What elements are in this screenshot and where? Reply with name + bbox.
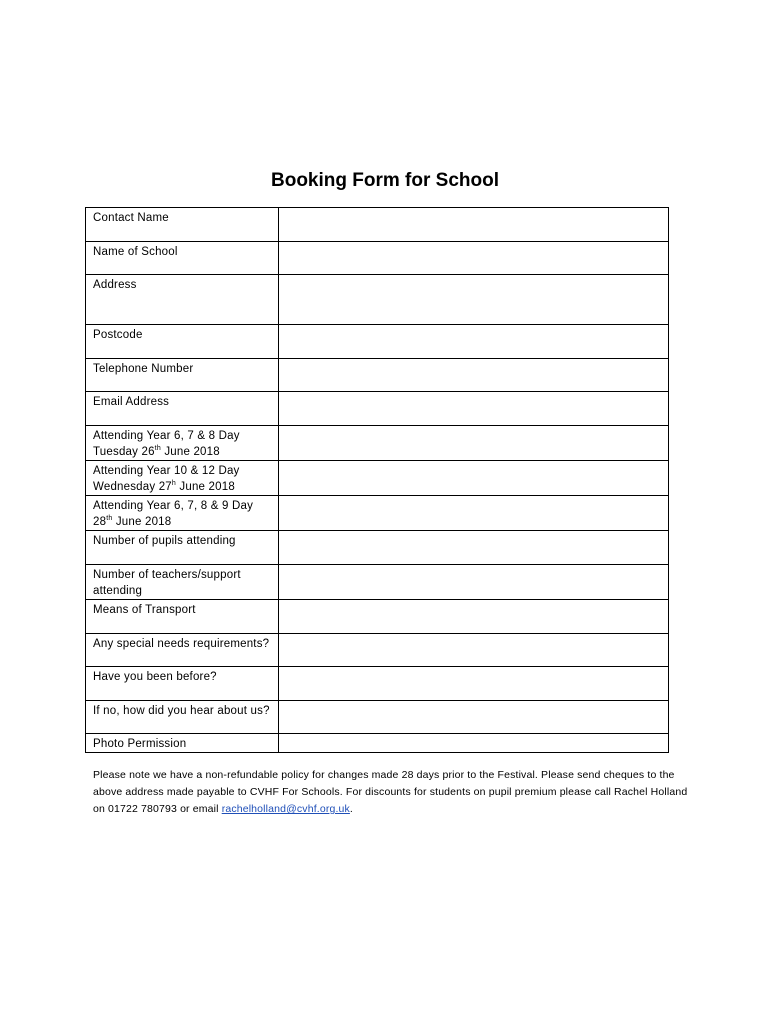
telephone-field[interactable] [279, 359, 669, 392]
transport-input[interactable] [286, 604, 661, 616]
table-row [86, 242, 669, 275]
hear-about-input[interactable] [286, 705, 661, 717]
school-name-input[interactable] [286, 246, 661, 258]
year-10-12-day-input[interactable] [286, 465, 661, 477]
telephone-input[interactable] [286, 363, 661, 375]
transport-field[interactable] [279, 600, 669, 634]
label-line: June 2018 [112, 516, 172, 528]
table-row [86, 496, 669, 531]
been-before-label: Have you been before? [86, 667, 279, 701]
policy-note [93, 767, 693, 818]
label-line: Tuesday 26 [93, 446, 155, 458]
contact-name-field[interactable] [279, 208, 669, 242]
school-name-field[interactable] [279, 242, 669, 275]
year-6-7-8-day-input[interactable] [286, 430, 661, 442]
table-row [86, 208, 669, 242]
booking-form-table [85, 207, 669, 753]
teachers-field[interactable] [279, 565, 669, 600]
year-6-9-day-field[interactable] [279, 496, 669, 531]
table-row [86, 359, 669, 392]
email-label: Email Address [86, 392, 279, 426]
photo-permission-field[interactable] [279, 734, 669, 753]
email-link[interactable]: rachelholland@cvhf.org.uk [221, 803, 350, 815]
postcode-label: Postcode [86, 325, 279, 359]
contact-name-input[interactable] [286, 212, 661, 224]
special-needs-label: Any special needs requirements? [86, 634, 279, 667]
teachers-label: Number of teachers/support attending [86, 565, 279, 600]
page-title: Booking Form for School [271, 170, 499, 191]
label-line: June 2018 [176, 481, 235, 493]
been-before-input[interactable] [286, 671, 661, 683]
table-row [86, 600, 669, 634]
label-line: Attending Year 6, 7, 8 & 9 Day [93, 500, 254, 512]
photo-permission-input[interactable] [286, 738, 661, 750]
table-row [86, 426, 669, 461]
label-line: Attending Year 10 & 12 Day [93, 465, 240, 477]
pupils-label: Number of pupils attending [86, 531, 279, 565]
ordinal-suffix: th [106, 515, 113, 523]
pupils-field[interactable] [279, 531, 669, 565]
transport-label: Means of Transport [86, 600, 279, 634]
special-needs-input[interactable] [286, 638, 661, 650]
been-before-field[interactable] [279, 667, 669, 701]
photo-permission-label: Photo Permission [86, 734, 279, 753]
label-line: 28 [93, 516, 107, 528]
hear-about-field[interactable] [279, 701, 669, 734]
label-line: Attending Year 6, 7 & 8 Day [93, 430, 240, 442]
ordinal-suffix: h [171, 480, 177, 488]
table-row [86, 325, 669, 359]
table-row [86, 531, 669, 565]
table-row [86, 392, 669, 426]
table-row [86, 667, 669, 701]
special-needs-field[interactable] [279, 634, 669, 667]
year-6-7-8-day-field[interactable] [279, 426, 669, 461]
year-10-12-day-label [86, 461, 279, 496]
table-row [86, 634, 669, 667]
ordinal-suffix: th [154, 445, 161, 453]
postcode-field[interactable] [279, 325, 669, 359]
address-input[interactable] [286, 279, 661, 291]
policy-note-text: Please note we have a non-refundable policy for changes made 28 days prior to the Festival. Please send cheques to the above address made payable to CVHF For Schools. For discounts for students on pupil premium please call Rachel Holland on 01722 780793 or email [93, 769, 688, 815]
teachers-input[interactable] [286, 569, 661, 581]
hear-about-label: If no, how did you hear about us? [86, 701, 279, 734]
label-line: Wednesday 27 [93, 481, 172, 493]
year-6-9-day-label [86, 496, 279, 531]
table-row [86, 461, 669, 496]
postcode-input[interactable] [286, 329, 661, 341]
table-row [86, 734, 669, 753]
address-field[interactable] [279, 275, 669, 325]
year-6-7-8-day-label [86, 426, 279, 461]
year-10-12-day-field[interactable] [279, 461, 669, 496]
table-row [86, 565, 669, 600]
policy-note-end: . [349, 803, 353, 815]
label-line: June 2018 [160, 446, 220, 458]
email-field[interactable] [279, 392, 669, 426]
year-6-9-day-input[interactable] [286, 500, 661, 512]
address-label: Address [86, 275, 279, 325]
table-row [86, 275, 669, 325]
pupils-input[interactable] [286, 535, 661, 547]
table-row [86, 701, 669, 734]
email-input[interactable] [286, 396, 661, 408]
contact-name-label: Contact Name [86, 208, 279, 242]
telephone-label: Telephone Number [86, 359, 279, 392]
school-name-label: Name of School [86, 242, 279, 275]
